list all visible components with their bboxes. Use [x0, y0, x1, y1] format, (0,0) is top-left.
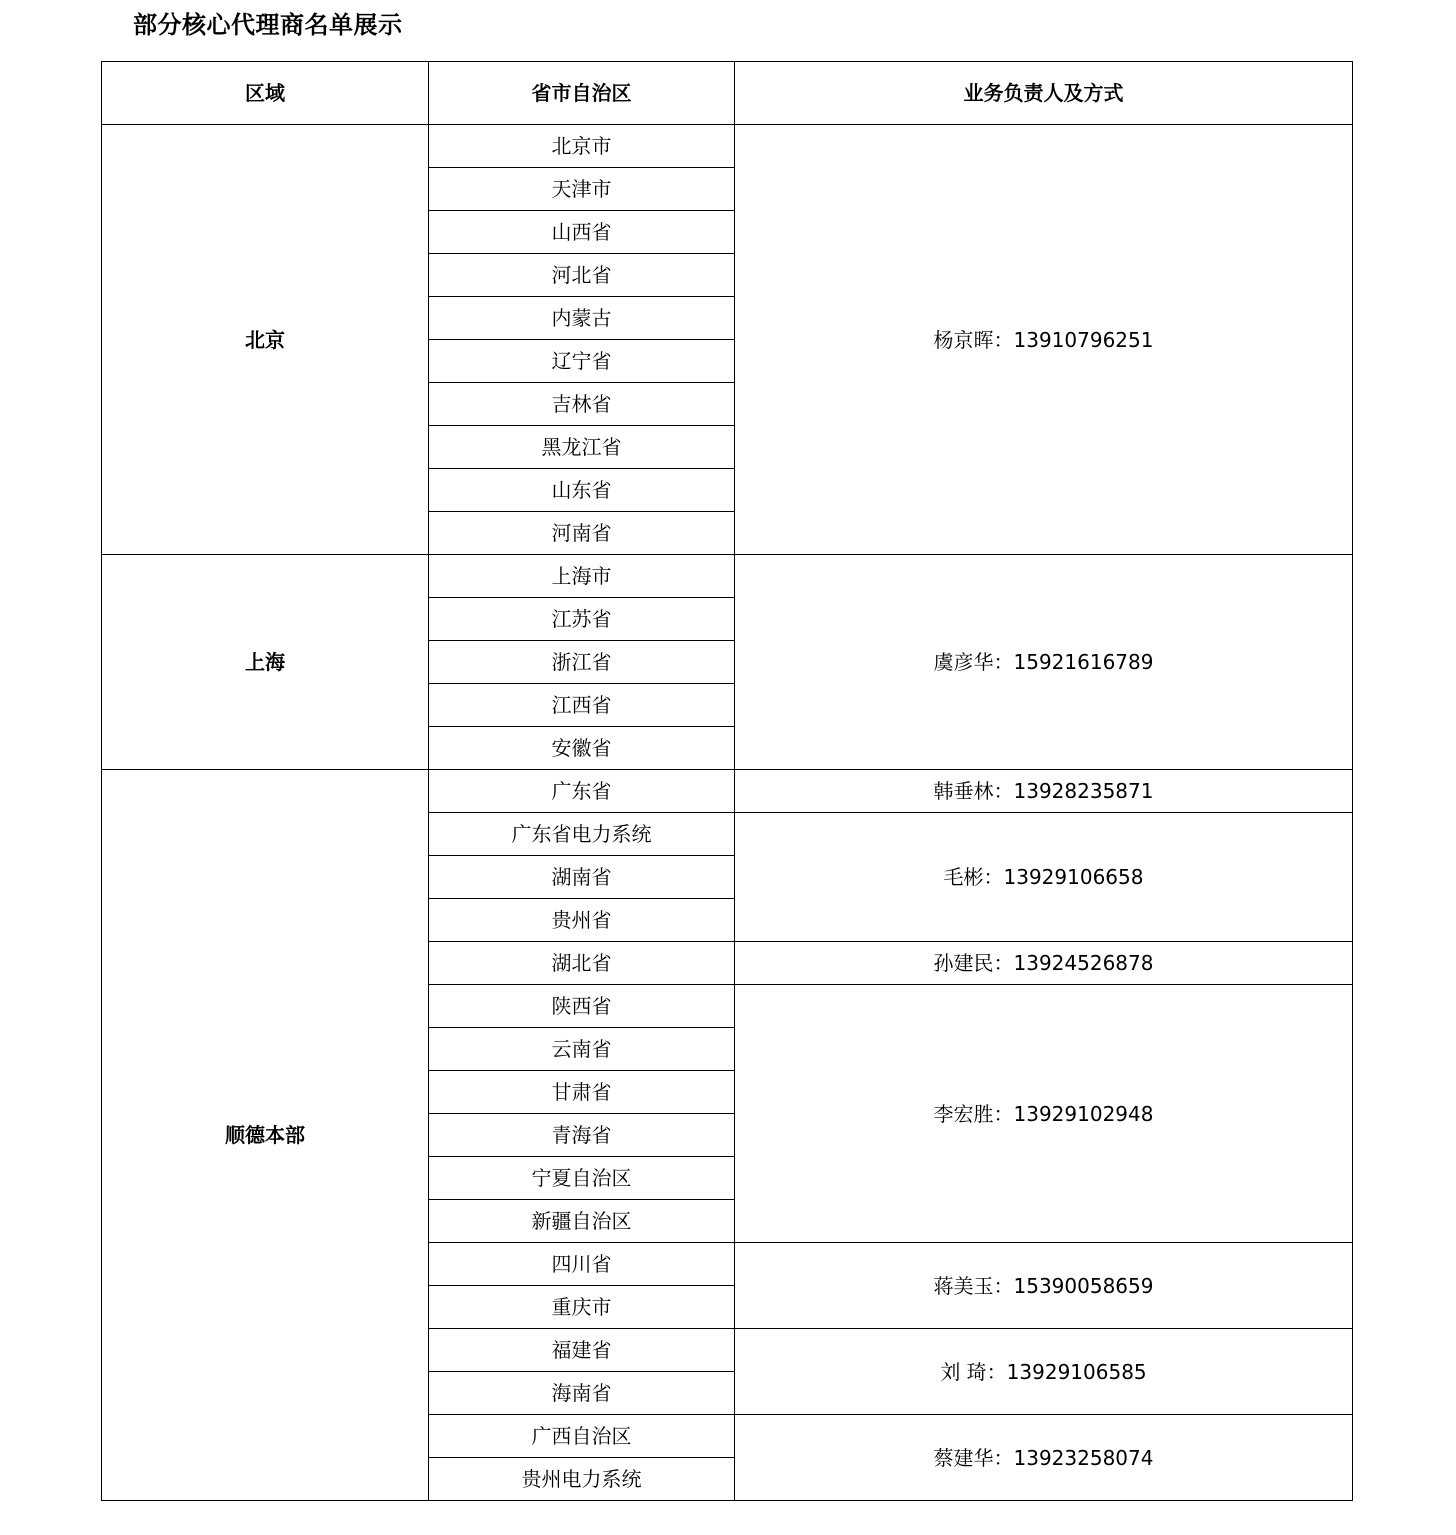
province-cell: 甘肃省: [429, 1071, 735, 1114]
header-contact: 业务负责人及方式: [735, 62, 1353, 125]
header-province: 省市自治区: [429, 62, 735, 125]
province-cell: 云南省: [429, 1028, 735, 1071]
table-row: [102, 770, 1353, 813]
province-cell: 吉林省: [429, 383, 735, 426]
contact-cell: 韩垂林：13928235871: [735, 770, 1353, 813]
contact-cell: 蔡建华：13923258074: [735, 1415, 1353, 1501]
province-cell: 福建省: [429, 1329, 735, 1372]
contact-cell: 刘 琦：13929106585: [735, 1329, 1353, 1415]
province-cell: 广西自治区: [429, 1415, 735, 1458]
contact-cell: 蒋美玉：15390058659: [735, 1243, 1353, 1329]
header-region: 区域: [102, 62, 429, 125]
province-cell: 河北省: [429, 254, 735, 297]
contact-cell: 虞彦华：15921616789: [735, 555, 1353, 770]
contact-cell: 孙建民：13924526878: [735, 942, 1353, 985]
province-cell: 新疆自治区: [429, 1200, 735, 1243]
region-cell: 北京: [102, 125, 429, 555]
contact-cell: 杨京晖：13910796251: [735, 125, 1353, 555]
province-cell: 湖北省: [429, 942, 735, 985]
province-cell: 陕西省: [429, 985, 735, 1028]
agent-table: [101, 61, 1353, 1501]
table-body: [102, 125, 1353, 1501]
table-row: [102, 125, 1353, 168]
province-cell: 贵州电力系统: [429, 1458, 735, 1501]
contact-cell: 毛彬：13929106658: [735, 813, 1353, 942]
province-cell: 黑龙江省: [429, 426, 735, 469]
province-cell: 青海省: [429, 1114, 735, 1157]
region-cell: 顺德本部: [102, 770, 429, 1501]
province-cell: 山西省: [429, 211, 735, 254]
province-cell: 海南省: [429, 1372, 735, 1415]
province-cell: 广东省电力系统: [429, 813, 735, 856]
province-cell: 上海市: [429, 555, 735, 598]
province-cell: 江西省: [429, 684, 735, 727]
province-cell: 宁夏自治区: [429, 1157, 735, 1200]
province-cell: 重庆市: [429, 1286, 735, 1329]
contact-cell: 李宏胜：13929102948: [735, 985, 1353, 1243]
province-cell: 内蒙古: [429, 297, 735, 340]
province-cell: 四川省: [429, 1243, 735, 1286]
province-cell: 贵州省: [429, 899, 735, 942]
province-cell: 辽宁省: [429, 340, 735, 383]
province-cell: 北京市: [429, 125, 735, 168]
province-cell: 广东省: [429, 770, 735, 813]
region-cell: 上海: [102, 555, 429, 770]
province-cell: 浙江省: [429, 641, 735, 684]
page-title: 部分核心代理商名单展示: [133, 11, 403, 39]
table-row: [102, 555, 1353, 598]
province-cell: 山东省: [429, 469, 735, 512]
province-cell: 天津市: [429, 168, 735, 211]
province-cell: 湖南省: [429, 856, 735, 899]
province-cell: 河南省: [429, 512, 735, 555]
table-header-row: [102, 62, 1353, 125]
province-cell: 江苏省: [429, 598, 735, 641]
province-cell: 安徽省: [429, 727, 735, 770]
